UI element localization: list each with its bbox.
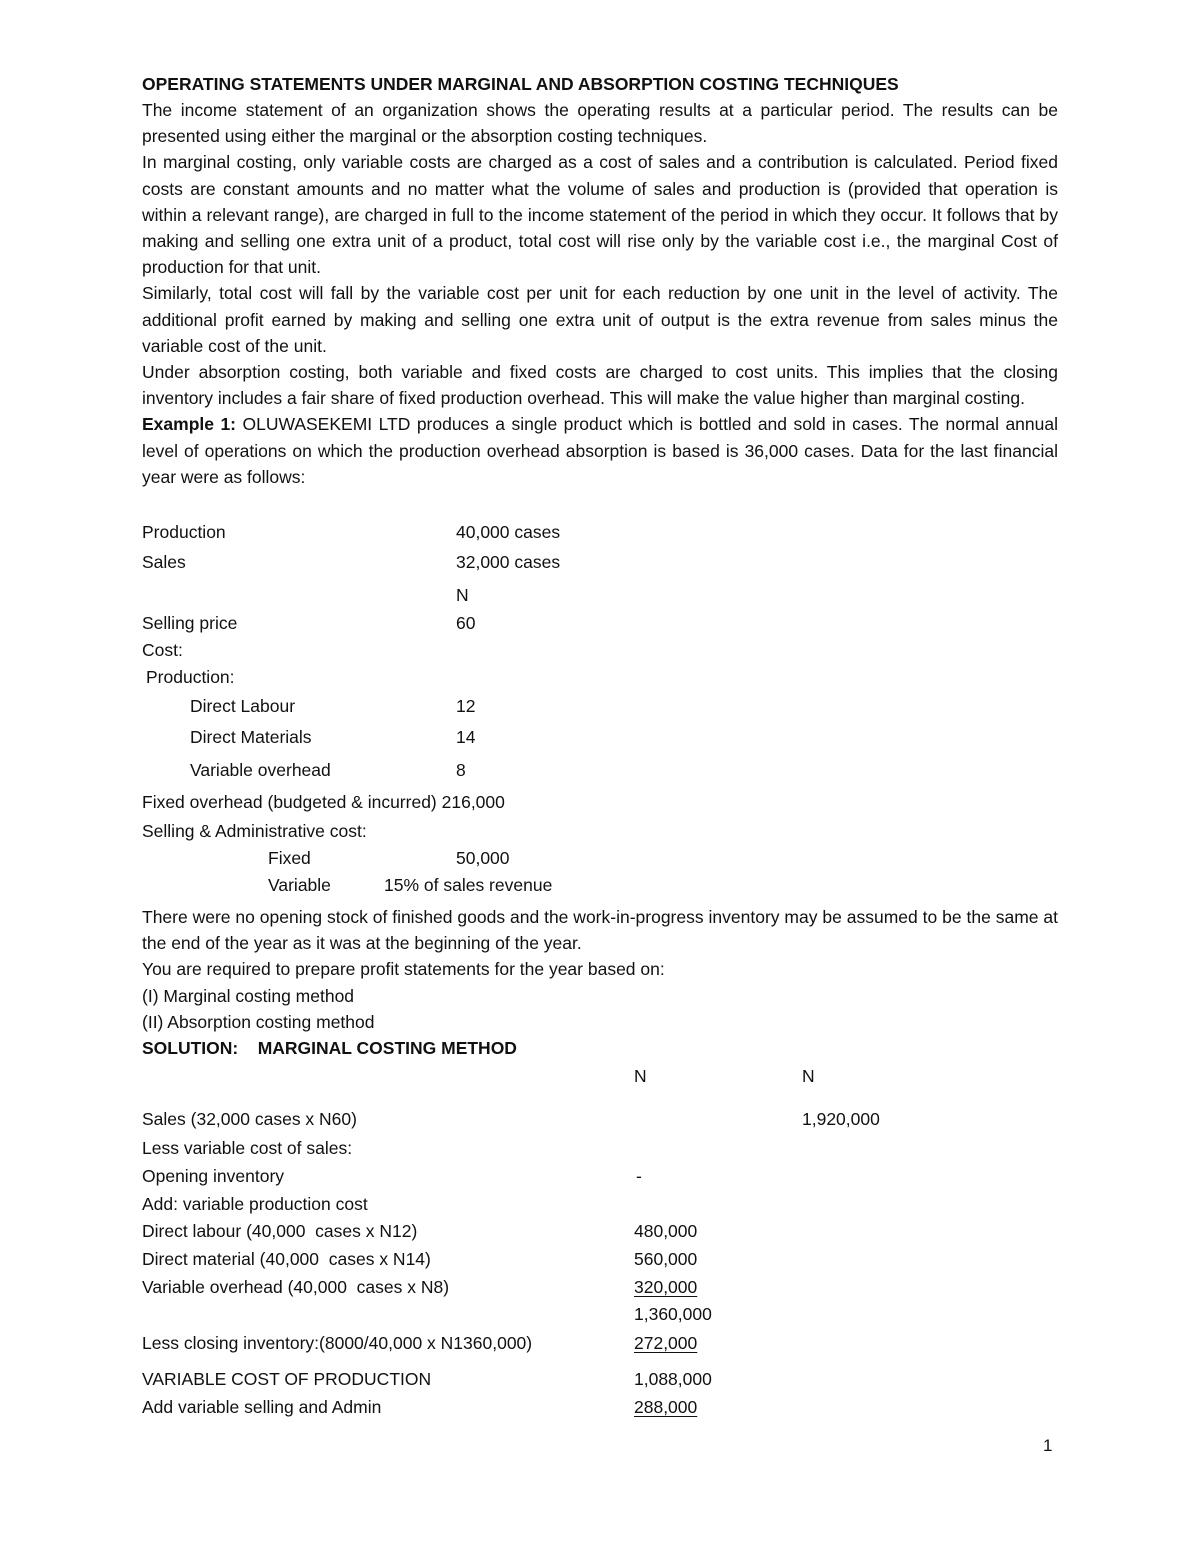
row-sales-label: Sales (32,000 cases x N60) [142, 1109, 357, 1129]
row-sales-value: 1,920,000 [802, 1109, 880, 1129]
row-variable-cost-production-label: VARIABLE COST OF PRODUCTION [142, 1369, 432, 1389]
direct-labour-value: 12 [456, 696, 476, 716]
instruction-item-1: (I) Marginal costing method [142, 985, 355, 1006]
example-paragraph [142, 411, 1058, 490]
instruction-required: You are required to prepare profit statements for the year based on: [142, 959, 665, 980]
production-heading: Production: [146, 667, 235, 687]
intro-section [142, 97, 1058, 490]
instruction-item-2: (II) Absorption costing method [142, 1011, 375, 1032]
sales-label: Sales [142, 552, 186, 572]
fixed-value: 50,000 [456, 848, 510, 868]
selling-price-value: 60 [456, 613, 476, 633]
col2-header: N [802, 1066, 815, 1086]
row-variable-cost-production-value: 1,088,000 [634, 1369, 712, 1389]
row-add-variable-label: Add: variable production cost [142, 1194, 368, 1214]
variable-value: 15% of sales revenue [384, 875, 553, 895]
row-selling-admin-value: 288,000 [634, 1397, 698, 1417]
row-direct-labour-value: 480,000 [634, 1221, 698, 1241]
intro-paragraph-1: The income statement of an organization shows the operating results at a particular period. The results can be presented using either the marginal or the absorption costing techniques. [142, 100, 1058, 147]
row-closing-inventory-label: Less closing inventory:(8000/40,000 x N1360,000) [142, 1333, 533, 1353]
row-closing-inventory-value: 272,000 [634, 1333, 698, 1353]
production-value: 40,000 cases [456, 522, 561, 542]
row-opening-inventory-label: Opening inventory [142, 1166, 285, 1186]
production-label: Production [142, 522, 226, 542]
variable-overhead-value: 8 [456, 760, 466, 780]
row-less-variable-label: Less variable cost of sales: [142, 1138, 353, 1158]
variable-overhead-label: Variable overhead [190, 760, 331, 780]
sales-value: 32,000 cases [456, 552, 561, 572]
page-number: 1 [1043, 1436, 1053, 1455]
intro-paragraph-4: Under absorption costing, both variable and fixed costs are charged to cost units. This implies that the closing inventory includes a fair share of fixed production overhead. This will make the value higher than marginal costing. [142, 362, 1058, 409]
currency-header: N [456, 585, 469, 605]
selling-admin-label: Selling & Administrative cost: [142, 821, 367, 841]
row-opening-inventory-value: - [636, 1166, 642, 1186]
instructions-section [142, 904, 1058, 1035]
row-selling-admin-label: Add variable selling and Admin [142, 1397, 382, 1417]
direct-materials-label: Direct Materials [190, 727, 312, 747]
direct-materials-value: 14 [456, 727, 476, 747]
row-subtotal-value: 1,360,000 [634, 1304, 712, 1324]
variable-label: Variable [268, 875, 331, 895]
example-label: Example 1: [142, 414, 237, 435]
direct-labour-label: Direct Labour [190, 696, 296, 716]
fixed-label: Fixed [268, 848, 311, 868]
fixed-overhead-line: Fixed overhead (budgeted & incurred) 216,000 [142, 792, 505, 812]
intro-paragraph-2: In marginal costing, only variable costs are charged as a cost of sales and a contribution is calculated. Period fixed costs are constant amounts and no matter what the volume of sales and production is (provided that operation is within a relevant range), are charged in full to the income statement of the period in which they occur. It follows that by making and selling one extra unit of a product, total cost will rise only by the variable cost i.e., the marginal Cost of production for that unit. [142, 152, 1058, 278]
row-variable-overhead-label: Variable overhead (40,000 cases x N8) [142, 1277, 450, 1297]
instruction-paragraph: There were no opening stock of finished goods and the work-in-progress inventory may be assumed to be the same at the end of the year as it was at the beginning of the year. [142, 907, 1058, 954]
row-direct-material-value: 560,000 [634, 1249, 698, 1269]
solution-heading: SOLUTION: MARGINAL COSTING METHOD [142, 1038, 517, 1058]
row-direct-labour-label: Direct labour (40,000 cases x N12) [142, 1221, 418, 1241]
col1-header: N [634, 1066, 647, 1086]
example-text: OLUWASEKEMI LTD produces a single product which is bottled and sold in cases. The normal annual level of operations on which the production overhead absorption is based is 36,000 cases. Data for the last financial year were as follows: [142, 414, 1059, 487]
row-variable-overhead-value: 320,000 [634, 1277, 698, 1297]
document-title: OPERATING STATEMENTS UNDER MARGINAL AND ABSORPTION COSTING TECHNIQUES [142, 74, 899, 94]
row-direct-material-label: Direct material (40,000 cases x N14) [142, 1249, 431, 1269]
intro-paragraph-3: Similarly, total cost will fall by the variable cost per unit for each reduction by one unit in the level of activity. The additional profit earned by making and selling one extra unit of output is the extra revenue from sales minus the variable cost of the unit. [142, 283, 1058, 356]
selling-price-label: Selling price [142, 613, 238, 633]
cost-label: Cost: [142, 640, 183, 660]
